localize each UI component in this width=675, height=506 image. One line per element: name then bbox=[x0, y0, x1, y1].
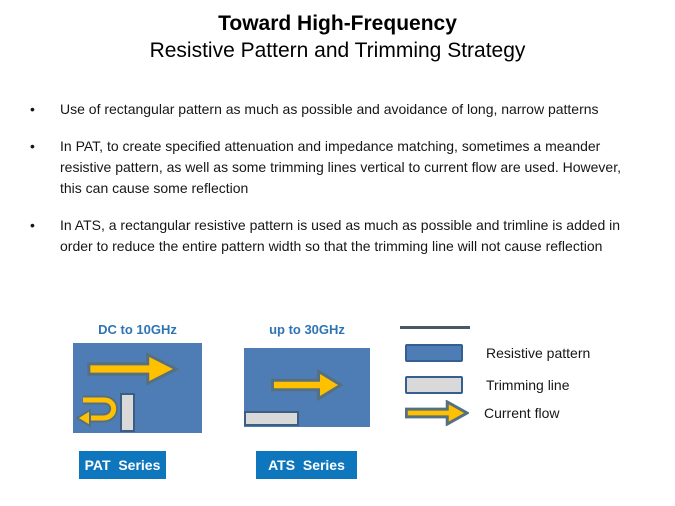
legend-label: Trimming line bbox=[486, 377, 570, 393]
bullet-text: Use of rectangular pattern as much as possible and avoidance of long, narrow patterns bbox=[60, 101, 599, 117]
bullet-item bbox=[30, 215, 675, 257]
pat-frequency-label: DC to 10GHz bbox=[98, 322, 177, 337]
bullet-glyph: • bbox=[30, 101, 35, 117]
pat-trimming-line bbox=[120, 393, 135, 432]
ats-series-badge: ATS Series bbox=[256, 451, 357, 479]
bullet-list bbox=[30, 99, 675, 257]
ats-resistive-pattern-diagram bbox=[244, 348, 370, 427]
bullet-glyph: • bbox=[30, 217, 35, 233]
meander-u-turn-arrow-icon bbox=[76, 392, 122, 428]
legend-label: Current flow bbox=[484, 405, 560, 421]
divider-artifact bbox=[400, 326, 470, 329]
bullet-text: In PAT, to create specified attenuation and impedance matching, sometimes a meander resistive pattern, as well as some trimming lines vertical to current flow are used. However, this can cause some reflection bbox=[60, 138, 621, 196]
resistive-pattern-swatch bbox=[405, 344, 463, 362]
pat-resistive-pattern-diagram bbox=[73, 343, 202, 433]
bullet-item bbox=[30, 99, 675, 120]
bullet-text: In ATS, a rectangular resistive pattern is used as much as possible and trimline is added in order to reduce the entire pattern width so that the trimming line will not cause reflection bbox=[60, 217, 621, 254]
pat-series-badge: PAT Series bbox=[79, 451, 166, 479]
ats-frequency-label: up to 30GHz bbox=[269, 322, 345, 337]
bullet-glyph: • bbox=[30, 138, 35, 154]
current-flow-arrow-icon bbox=[87, 352, 179, 386]
legend-item-resistive-pattern bbox=[405, 344, 590, 362]
current-flow-arrow-icon bbox=[271, 369, 343, 401]
slide-subtitle: Resistive Pattern and Trimming Strategy bbox=[149, 39, 526, 62]
bullet-item bbox=[30, 136, 675, 199]
slide-title: Toward High-Frequency bbox=[218, 12, 457, 35]
ats-trimming-line bbox=[244, 411, 299, 426]
current-flow-arrow-swatch bbox=[405, 400, 469, 426]
trimming-line-swatch bbox=[405, 376, 463, 394]
legend-label: Resistive pattern bbox=[486, 345, 591, 361]
legend-item-current-flow bbox=[405, 400, 559, 426]
legend-item-trimming-line bbox=[405, 376, 570, 394]
